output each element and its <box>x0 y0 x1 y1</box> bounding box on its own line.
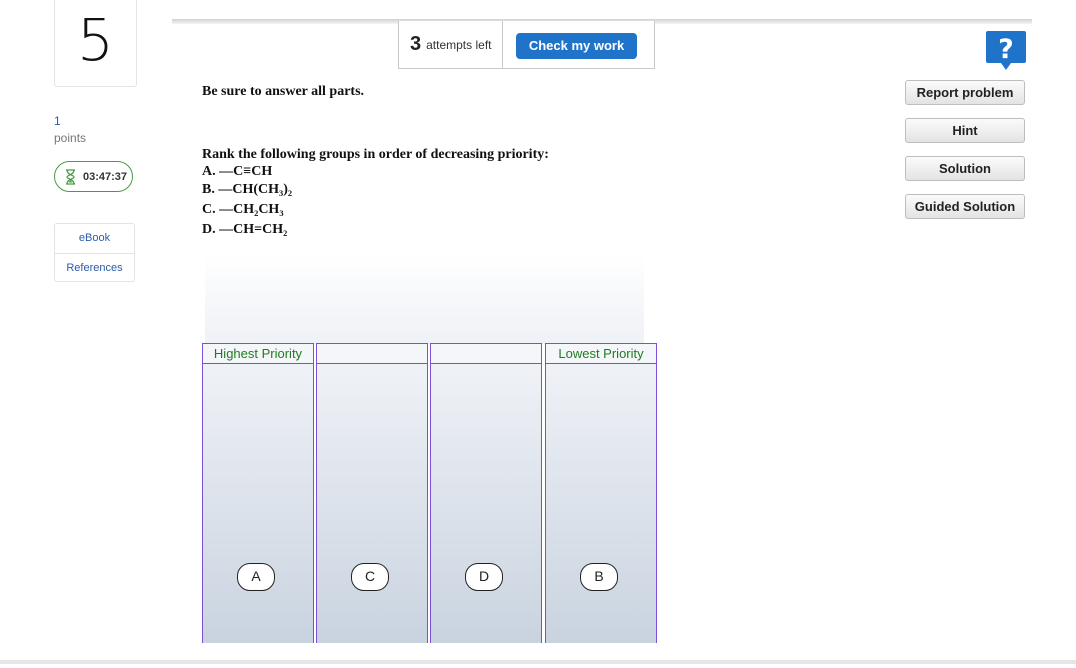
option-letter: C. <box>202 202 216 217</box>
hourglass-icon <box>65 169 76 185</box>
points-label: points <box>54 131 87 145</box>
option-group: —CH(CH₃)₂ <box>218 182 293 197</box>
chip-dock-area <box>205 254 644 344</box>
option-c <box>202 202 284 218</box>
rank-column-3[interactable] <box>430 343 542 643</box>
rank-header <box>431 343 541 364</box>
option-letter: B. <box>202 182 215 197</box>
timer <box>54 161 133 192</box>
attempts-count: 3 <box>410 33 422 55</box>
rank-column-4[interactable] <box>545 343 657 643</box>
rank-column-2[interactable] <box>316 343 428 643</box>
attempts-box <box>398 21 503 69</box>
solution-button[interactable]: Solution <box>905 156 1025 181</box>
answer-chip[interactable]: D <box>465 563 503 591</box>
timer-text: 03:47:37 <box>83 170 128 183</box>
answer-chip[interactable]: A <box>237 563 275 591</box>
answer-chip[interactable]: B <box>580 563 618 591</box>
bottom-divider <box>0 660 1076 664</box>
side-links-panel <box>54 223 135 282</box>
option-letter: D. <box>202 222 216 237</box>
references-link[interactable]: References <box>55 253 134 283</box>
option-group: —C≡CH <box>219 164 273 179</box>
option-group: —CH₂CH₃ <box>219 202 284 217</box>
rank-header-highest: Highest Priority <box>203 343 313 364</box>
option-a <box>202 164 272 180</box>
rank-column-1[interactable] <box>202 343 314 643</box>
option-letter: A. <box>202 164 216 179</box>
attempts-label: attempts left <box>426 37 492 52</box>
svg-text:?: ? <box>998 34 1014 65</box>
hint-button[interactable]: Hint <box>905 118 1025 143</box>
option-group: —CH=CH₂ <box>219 222 288 237</box>
check-work-container <box>503 21 655 69</box>
help-question-icon[interactable] <box>985 29 1027 71</box>
instruction-text: Be sure to answer all parts. <box>202 84 365 99</box>
answer-chip[interactable]: C <box>351 563 389 591</box>
check-my-work-button[interactable]: Check my work <box>516 33 637 59</box>
guided-solution-button[interactable]: Guided Solution <box>905 194 1025 219</box>
question-number-box <box>54 0 137 87</box>
ebook-link[interactable]: eBook <box>78 232 111 244</box>
rank-header <box>317 343 427 364</box>
option-d <box>202 222 287 238</box>
points-value: 1 <box>54 114 61 128</box>
report-problem-button[interactable]: Report problem <box>905 80 1025 105</box>
option-b <box>202 182 292 198</box>
question-prompt: Rank the following groups in order of decreasing priority: <box>202 147 549 162</box>
question-number: 5 <box>77 6 114 74</box>
rank-header-lowest: Lowest Priority <box>546 343 656 364</box>
